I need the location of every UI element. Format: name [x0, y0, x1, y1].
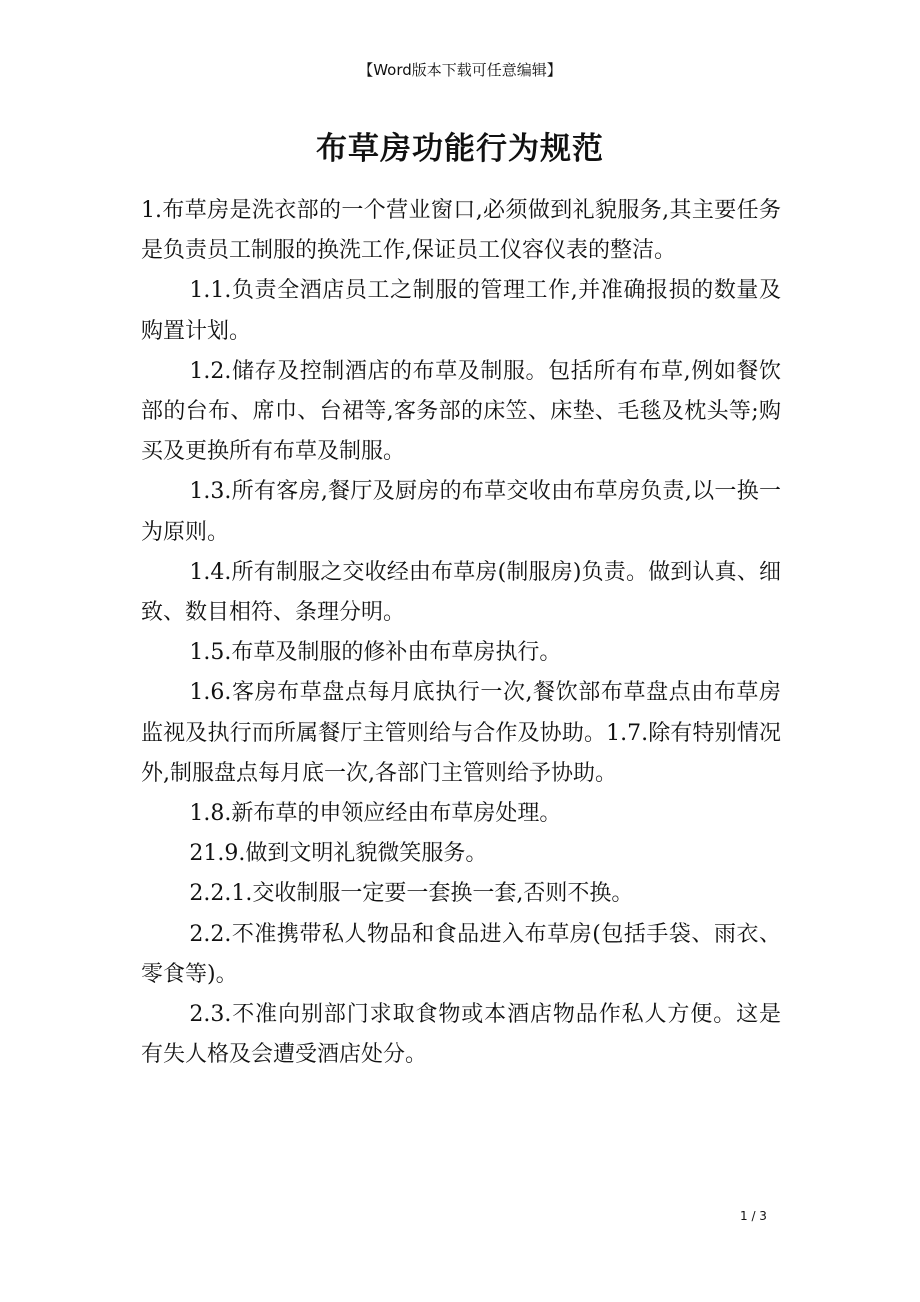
- paragraph-1-4: 1.4.所有制服之交收经由布草房(制服房)负责。做到认真、细致、数目相符、条理分明。: [141, 559, 781, 626]
- paragraph-2-3: 2.3.不准向别部门求取食物或本酒店物品作私人方便。这是有失人格及会遭受酒店处分。: [141, 1002, 781, 1068]
- paragraph-2-2: 2.2.不准携带私人物品和食品进入布草房(包括手袋、雨衣、零食等)。: [141, 921, 781, 987]
- paragraph-1-8: 1.8.新布草的申领应经由布草房处理。: [189, 801, 562, 827]
- document-title: 布草房功能行为规范: [316, 131, 604, 167]
- paragraph-1-6: 1.6.客房布草盘点每月底执行一次,餐饮部布草盘点由布草房监视及执行而所属餐厅主管则给与合作及协助。1.7.除有特别情况外,制服盘点每月底一次,各部门主管则给予协助。: [141, 680, 781, 786]
- page-header: 【Word版本下载可任意编辑】: [358, 61, 562, 79]
- paragraph-1-5: 1.5.布草及制服的修补由布草房执行。: [189, 640, 562, 666]
- page-number: 1 / 3: [740, 1209, 767, 1223]
- paragraph-1-3: 1.3.所有客房,餐厅及厨房的布草交收由布草房负责,以一换一为原则。: [141, 479, 781, 545]
- paragraph-21-9: 21.9.做到文明礼貌微笑服务。: [189, 841, 488, 867]
- paragraph-1-1: 1.1.负责全酒店员工之制服的管理工作,并准确报损的数量及购置计划。: [141, 278, 781, 344]
- paragraph-1: 1.布草房是洗衣部的一个营业窗口,必须做到礼貌服务,其主要任务是负责员工制服的换洗工作,保证员工仪容仪表的整洁。: [141, 198, 781, 264]
- paragraph-1-2: 1.2.储存及控制酒店的布草及制服。包括所有布草,例如餐饮部的台布、席巾、台裙等,客务部的床笠、床垫、毛毯及枕头等;购买及更换所有布草及制服。: [141, 358, 781, 465]
- document-body: [141, 191, 781, 1075]
- paragraph-2-2-1: 2.2.1.交收制服一定要一套换一套,否则不换。: [189, 881, 634, 907]
